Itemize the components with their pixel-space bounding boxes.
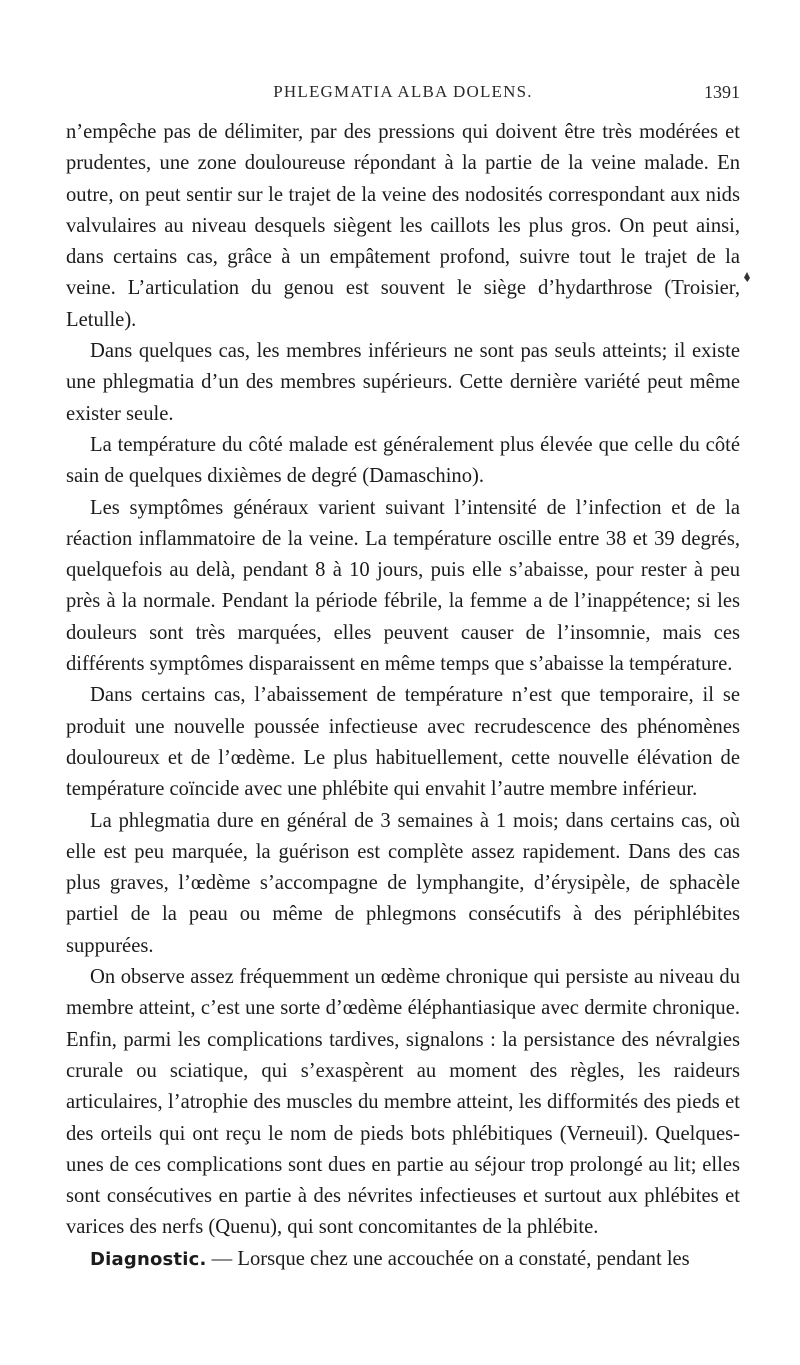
paragraph-local-temperature: La température du côté malade est généralement plus élevée que celle du côté sain de quelques dixièmes de degré (Damaschino). xyxy=(66,433,740,488)
paragraph-complications: On observe assez fréquemment un œdème chronique qui persiste au niveau du membre atteint, c’est une sorte d’œdème éléphantiasique avec dermite chronique. Enfin, parmi les complications tardives, signalons : la persistance des névralgies crurale ou sciatique, qui s’exaspèrent au moment des règles, les raideurs articulaires, l’atrophie des muscles du membre atteint, les difformités des pieds et des orteils qui ont reçu le nom de pieds bots phlébitiques (Verneuil). Quelques-unes de ces complications sont dues en partie au séjour trop prolongé au lit; elles sont consécutives en partie à des névrites infectieuses et surtout aux phlébites et varices des nerfs (Quenu), qui sont concomitantes de la phlébite. xyxy=(66,966,740,1239)
running-header xyxy=(66,78,740,106)
paragraph-palpation: n’empêche pas de délimiter, par des pressions qui doivent être très modérées et prudentes, une zone douloureuse répondant à la partie de la veine malade. En outre, on peut sentir sur le trajet de la veine des nodosités correspondant aux nids valvulaires au niveau desquels siègent les caillots les plus gros. On peut ainsi, dans certains cas, grâce à un empâtement profond, suivre tout le trajet de la veine. L’articulation du genou est souvent le siège d’hydarthrose (Troisier, Letulle). xyxy=(66,121,740,331)
diagnostic-heading: Diagnostic. xyxy=(90,1248,207,1270)
running-title: PHLEGMATIA ALBA DOLENS. xyxy=(273,82,533,101)
paragraph-diagnostic xyxy=(66,1244,740,1275)
diagnostic-text: — Lorsque chez une accouchée on a constaté, pendant les xyxy=(206,1247,690,1270)
paragraph-general-symptoms: Les symptômes généraux varient suivant l’intensité de l’infection et de la réaction inflammatoire de la veine. La température oscille entre 38 et 39 degrés, quelquefois au delà, pendant 8 à 10 jours, puis elle s’abaisse, pour rester à peu près à la normale. Pendant la période fébrile, la femme a de l’inappétence; si les douleurs sont très marquées, elles peuvent causer de l’insomnie, mais ces différents symptômes disparaissent en même temps que s’abaisse la température. xyxy=(66,496,740,676)
page-number: 1391 xyxy=(704,82,740,102)
ink-speck xyxy=(744,272,750,282)
body-text xyxy=(66,117,740,1275)
paragraph-relapse: Dans certains cas, l’abaissement de température n’est que temporaire, il se produit une nouvelle poussée infectieuse avec recrudescence des phénomènes douloureux et de l’œdème. Le plus habituellement, cette nouvelle élévation de température coïncide avec une phlébite qui envahit l’autre membre inférieur. xyxy=(66,684,740,801)
paragraph-duration: La phlegmatia dure en général de 3 semaines à 1 mois; dans certains cas, où elle est peu marquée, la guérison est complète assez rapidement. Dans des cas plus graves, l’œdème s’accompagne de lymphangite, d’érysipèle, de sphacèle partiel de la peau ou même de phlegmons consécutifs à des périphlébites suppurées. xyxy=(66,809,740,957)
paragraph-upper-limbs: Dans quelques cas, les membres inférieurs ne sont pas seuls atteints; il existe une phlegmatia d’un des membres supérieurs. Cette dernière variété peut même exister seule. xyxy=(66,340,740,425)
